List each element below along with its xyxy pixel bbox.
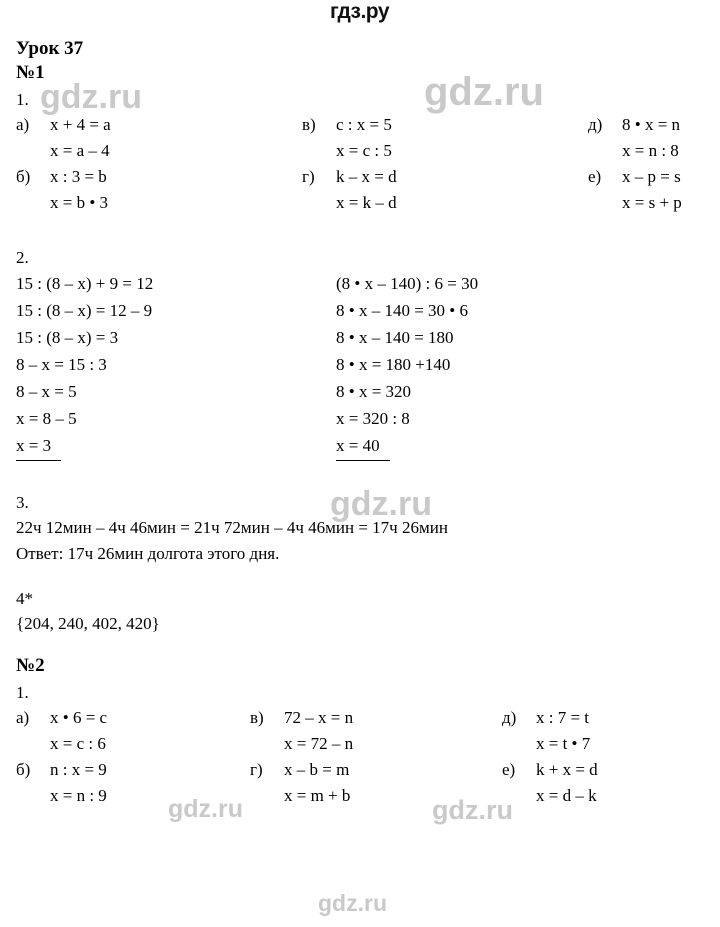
task4-set-line: {204, 240, 402, 420} — [16, 614, 160, 633]
item-label-blank-4 — [16, 190, 50, 216]
equation-e-line1: x – p = s — [622, 167, 681, 186]
equation2-g-line1: x – b = m — [284, 760, 350, 779]
subtask-label-1-1: 1. — [16, 90, 29, 109]
solution-left-line-4: 8 – x = 15 : 3 — [16, 355, 107, 374]
solution-left-answer-wrap — [16, 432, 336, 461]
equation-a-line2: x = a – 4 — [50, 141, 110, 160]
watermark-6: gdz.ru — [318, 890, 387, 916]
spacer — [16, 216, 704, 242]
equation2-g-line2: x = m + b — [284, 786, 351, 805]
solution-left-line-3: 15 : (8 – x) = 3 — [16, 328, 119, 347]
task-number-2: №2 — [16, 655, 45, 676]
equation2-e-line1: k + x = d — [536, 760, 598, 779]
solution-left-line-5: 8 – x = 5 — [16, 382, 77, 401]
equation2-b-line2: x = n : 9 — [50, 786, 107, 805]
equation-g-line2: x = k – d — [336, 193, 397, 212]
item2-label-d: д) — [502, 708, 517, 727]
item2-label-blank-6 — [502, 783, 536, 809]
solution-right-line-6: x = 320 : 8 — [336, 409, 410, 428]
item2-label-a: а) — [16, 708, 30, 727]
solution-block-2 — [16, 270, 704, 461]
item-label-blank-2 — [302, 138, 336, 164]
task3-answer-line: Ответ: 17ч 26мин долгота этого дня. — [16, 544, 280, 563]
solution-left-column — [16, 270, 336, 461]
equations-grid-1-1 — [16, 112, 704, 216]
subtask-label-1-3: 3. — [16, 493, 29, 512]
equation2-d-line2: x = t • 7 — [536, 734, 591, 753]
subtask-label-2-1: 1. — [16, 683, 29, 702]
equation2-v-line2: x = 72 – n — [284, 734, 354, 753]
solution-left-line-2: 15 : (8 – x) = 12 – 9 — [16, 301, 153, 320]
item-label-blank-5 — [302, 190, 336, 216]
item2-label-blank-2 — [250, 731, 284, 757]
watermark-2: gdz.ru — [424, 70, 544, 114]
solution-left-line-1: 15 : (8 – x) + 9 = 12 — [16, 274, 154, 293]
equation2-b-line1: n : x = 9 — [50, 760, 107, 779]
equation-d-line1: 8 • x = n — [622, 115, 681, 134]
equation2-a-line1: x • 6 = c — [50, 708, 108, 727]
watermark-3: gdz.ru — [330, 485, 432, 523]
item-label-b: б) — [16, 167, 31, 186]
watermark-1: gdz.ru — [40, 78, 142, 116]
solution-right-line-1: (8 • x – 140) : 6 = 30 — [336, 274, 479, 293]
equation2-e-line2: x = d – k — [536, 786, 597, 805]
watermark-5: gdz.ru — [432, 795, 513, 825]
item-label-e: е) — [588, 167, 602, 186]
equation2-a-line2: x = c : 6 — [50, 734, 106, 753]
equation-a-line1: x + 4 = a — [50, 115, 111, 134]
solution-left-line-6: x = 8 – 5 — [16, 409, 77, 428]
spacer — [16, 567, 704, 583]
item2-label-e: е) — [502, 760, 516, 779]
solution-right-answer-wrap — [336, 432, 704, 461]
equations-grid-2-1 — [16, 705, 704, 809]
item2-label-blank-1 — [16, 731, 50, 757]
solution-right-line-4: 8 • x = 180 +140 — [336, 355, 451, 374]
equation-d-line2: x = n : 8 — [622, 141, 679, 160]
task-number-1: №1 — [16, 62, 45, 83]
equation2-v-line1: 72 – x = n — [284, 708, 354, 727]
item-label-g: г) — [302, 167, 315, 186]
solution-right-line-5: 8 • x = 320 — [336, 382, 412, 401]
site-logo: гдз.ру — [330, 0, 390, 23]
item2-label-b: б) — [16, 760, 31, 779]
watermark-4: gdz.ru — [168, 795, 243, 823]
item-label-blank-1 — [16, 138, 50, 164]
item2-label-g: г) — [250, 760, 263, 779]
lesson-title: Урок 37 — [16, 38, 84, 59]
equation-b-line2: x = b • 3 — [50, 193, 109, 212]
item2-label-blank-4 — [16, 783, 50, 809]
solution-right-answer: x = 40 — [336, 432, 390, 461]
equation2-d-line1: x : 7 = t — [536, 708, 590, 727]
spacer — [16, 637, 704, 653]
item-label-blank-3 — [588, 138, 622, 164]
item2-label-blank-5 — [250, 783, 284, 809]
item-label-a: а) — [16, 115, 30, 134]
spacer — [16, 461, 704, 487]
item-label-d: д) — [588, 115, 603, 134]
equation-v-line2: x = c : 5 — [336, 141, 392, 160]
item-label-blank-6 — [588, 190, 622, 216]
top-brand-bar — [0, 0, 720, 30]
solution-right-line-3: 8 • x – 140 = 180 — [336, 328, 454, 347]
item2-label-blank-3 — [502, 731, 536, 757]
equation-b-line1: x : 3 = b — [50, 167, 107, 186]
subtask-label-1-4: 4* — [16, 589, 33, 608]
task3-line-1: 22ч 12мин – 4ч 46мин = 21ч 72мин – 4ч 46мин = 17ч 26мин — [16, 518, 448, 537]
equation-v-line1: c : x = 5 — [336, 115, 392, 134]
equation-e-line2: x = s + p — [622, 193, 682, 212]
subtask-label-1-2: 2. — [16, 248, 29, 267]
item-label-v: в) — [302, 115, 316, 134]
solution-left-answer: x = 3 — [16, 432, 61, 461]
equation-g-line1: k – x = d — [336, 167, 397, 186]
item2-label-v: в) — [250, 708, 264, 727]
document-page — [0, 38, 720, 809]
solution-right-column — [336, 270, 704, 461]
solution-right-line-2: 8 • x – 140 = 30 • 6 — [336, 301, 468, 320]
